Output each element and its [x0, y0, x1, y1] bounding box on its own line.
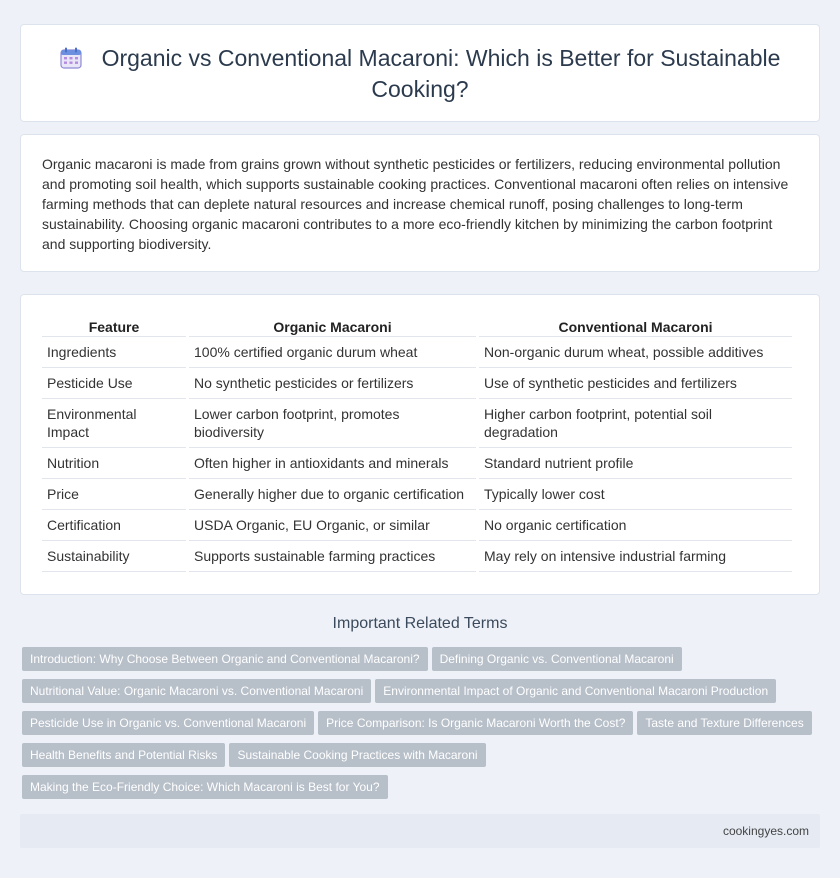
related-term-tag[interactable]: Price Comparison: Is Organic Macaroni Worth the Cost?: [318, 711, 633, 735]
organic-cell: 100% certified organic durum wheat: [189, 337, 476, 368]
table-row: [42, 337, 792, 368]
related-term-tag[interactable]: Taste and Texture Differences: [637, 711, 811, 735]
header-feature: Feature: [42, 315, 186, 337]
organic-cell: USDA Organic, EU Organic, or similar: [189, 510, 476, 541]
conventional-cell: Higher carbon footprint, potential soil degradation: [479, 399, 792, 448]
conventional-cell: Standard nutrient profile: [479, 448, 792, 479]
organic-cell: No synthetic pesticides or fertilizers: [189, 368, 476, 399]
table-row: [42, 479, 792, 510]
related-term-tag[interactable]: Introduction: Why Choose Between Organic and Conventional Macaroni?: [22, 647, 428, 671]
conventional-cell: May rely on intensive industrial farming: [479, 541, 792, 572]
comparison-card: [20, 294, 820, 595]
feature-cell: Nutrition: [42, 448, 186, 479]
table-row: [42, 448, 792, 479]
feature-cell: Ingredients: [42, 337, 186, 368]
related-term-tag[interactable]: Defining Organic vs. Conventional Macaroni: [432, 647, 682, 671]
related-term-tag[interactable]: Sustainable Cooking Practices with Macaroni: [229, 743, 485, 767]
related-term-tag[interactable]: Pesticide Use in Organic vs. Conventional Macaroni: [22, 711, 314, 735]
conventional-cell: Non-organic durum wheat, possible additives: [479, 337, 792, 368]
conventional-cell: No organic certification: [479, 510, 792, 541]
intro-card: [20, 134, 820, 272]
organic-cell: Supports sustainable farming practices: [189, 541, 476, 572]
conventional-cell: Typically lower cost: [479, 479, 792, 510]
comparison-table: [39, 315, 795, 572]
footer-site-link[interactable]: cookingyes.com: [722, 824, 809, 838]
conventional-cell: Use of synthetic pesticides and fertilizers: [479, 368, 792, 399]
calendar-icon: [60, 47, 82, 75]
feature-cell: Price: [42, 479, 186, 510]
title-card: [20, 24, 820, 122]
table-row: [42, 541, 792, 572]
related-term-tag[interactable]: Health Benefits and Potential Risks: [22, 743, 225, 767]
feature-cell: Certification: [42, 510, 186, 541]
header-organic: Organic Macaroni: [189, 315, 476, 337]
table-header-row: [42, 315, 792, 337]
related-terms-title: Important Related Terms: [332, 615, 508, 632]
feature-cell: Sustainability: [42, 541, 186, 572]
related-term-tag[interactable]: Nutritional Value: Organic Macaroni vs. Conventional Macaroni: [22, 679, 371, 703]
table-row: [42, 368, 792, 399]
related-terms-list: [22, 647, 822, 807]
related-term-tag[interactable]: Environmental Impact of Organic and Conventional Macaroni Production: [375, 679, 776, 703]
intro-text: Organic macaroni is made from grains grown without synthetic pesticides or fertilizers, reducing environmental pollution and promoting soil health, which supports sustainable cooking practices. Conventional macaroni often relies on intensive farming methods that can deplete natural resources and increase chemical runoff, posing challenges to long-term sustainability. Choosing organic macaroni contributes to a more eco-friendly kitchen by minimizing the carbon footprint and supporting biodiversity.: [42, 156, 789, 252]
related-term-tag[interactable]: Making the Eco-Friendly Choice: Which Macaroni is Best for You?: [22, 775, 388, 799]
table-row: [42, 399, 792, 448]
footer: [20, 814, 820, 848]
page-title: Organic vs Conventional Macaroni: Which is Better for Sustainable Cooking?: [101, 44, 781, 102]
organic-cell: Generally higher due to organic certification: [189, 479, 476, 510]
header-conventional: Conventional Macaroni: [479, 315, 792, 337]
feature-cell: Pesticide Use: [42, 368, 186, 399]
organic-cell: Lower carbon footprint, promotes biodiversity: [189, 399, 476, 448]
table-row: [42, 510, 792, 541]
organic-cell: Often higher in antioxidants and minerals: [189, 448, 476, 479]
feature-cell: Environmental Impact: [42, 399, 186, 448]
page-title-wrap: [41, 44, 799, 103]
